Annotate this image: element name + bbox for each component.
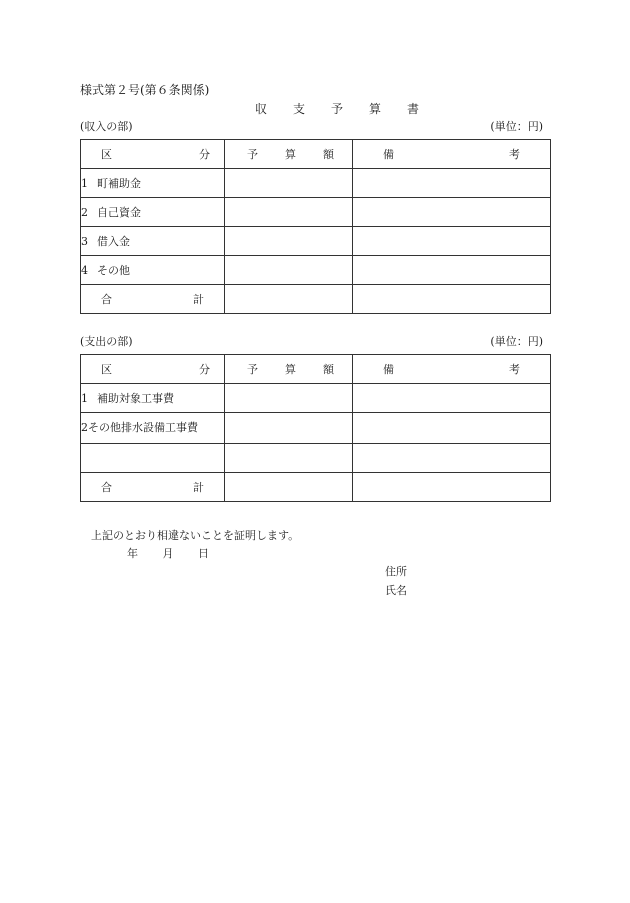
remarks-cell[interactable] [353,169,551,198]
table-row [81,169,551,198]
header-kubun: 区 分 [81,140,225,169]
header-biko: 備 考 [353,140,551,169]
income-item: 4 その他 [81,256,225,285]
expense-section-label: (支出の部) [80,335,133,348]
title-char: 書 [406,102,419,116]
table-row [81,256,551,285]
remarks-cell[interactable] [353,413,551,444]
header-yosan: 予 算 額 [225,140,353,169]
table-row [81,384,551,413]
total-amount-cell[interactable] [225,473,353,502]
table-header-row [81,140,551,169]
table-row [81,198,551,227]
title-char: 収 [255,102,268,116]
header-biko: 備 考 [353,355,551,384]
title-char: 算 [368,102,381,116]
income-unit-label: (単位：円) [490,120,543,133]
total-row [81,473,551,502]
remarks-cell[interactable] [353,256,551,285]
total-label: 合 計 [81,473,225,502]
total-label: 合 計 [81,285,225,314]
amount-cell[interactable] [225,413,353,444]
amount-cell[interactable] [225,444,353,473]
income-section-label: (収入の部) [80,120,133,133]
total-amount-cell[interactable] [225,285,353,314]
date-year-label: 年 [127,547,138,560]
date-month-label: 月 [162,547,174,560]
date-day-label: 日 [198,547,209,560]
table-row [81,227,551,256]
amount-cell[interactable] [225,256,353,285]
income-item: 1 町補助金 [81,169,225,198]
expense-item: 2その他排水設備工事費 [81,413,225,444]
table-row [81,413,551,444]
total-remarks-cell[interactable] [353,473,551,502]
title-char: 支 [292,102,305,116]
form-number: 様式第２号(第６条関係) [80,83,210,97]
name-label: 氏名 [385,584,407,597]
amount-cell[interactable] [225,227,353,256]
amount-cell[interactable] [225,384,353,413]
income-item: 3 借入金 [81,227,225,256]
document-title [255,100,419,117]
income-item: 2 自己資金 [81,198,225,227]
remarks-cell[interactable] [353,384,551,413]
remarks-cell[interactable] [353,444,551,473]
remarks-cell[interactable] [353,198,551,227]
amount-cell[interactable] [225,198,353,227]
income-table [80,139,551,314]
blank-item-cell[interactable] [81,444,225,473]
amount-cell[interactable] [225,169,353,198]
header-kubun: 区 分 [81,355,225,384]
expense-unit-label: (単位：円) [490,335,543,348]
address-label: 住所 [385,565,407,578]
table-row-blank [81,444,551,473]
total-remarks-cell[interactable] [353,285,551,314]
total-row [81,285,551,314]
table-header-row [81,355,551,384]
expense-item: 1 補助対象工事費 [81,384,225,413]
header-yosan: 予 算 額 [225,355,353,384]
title-char: 予 [330,102,343,116]
date-line [127,545,209,561]
remarks-cell[interactable] [353,227,551,256]
expense-table [80,354,551,502]
certification-statement: 上記のとおり相違ないことを証明します。 [91,529,300,542]
